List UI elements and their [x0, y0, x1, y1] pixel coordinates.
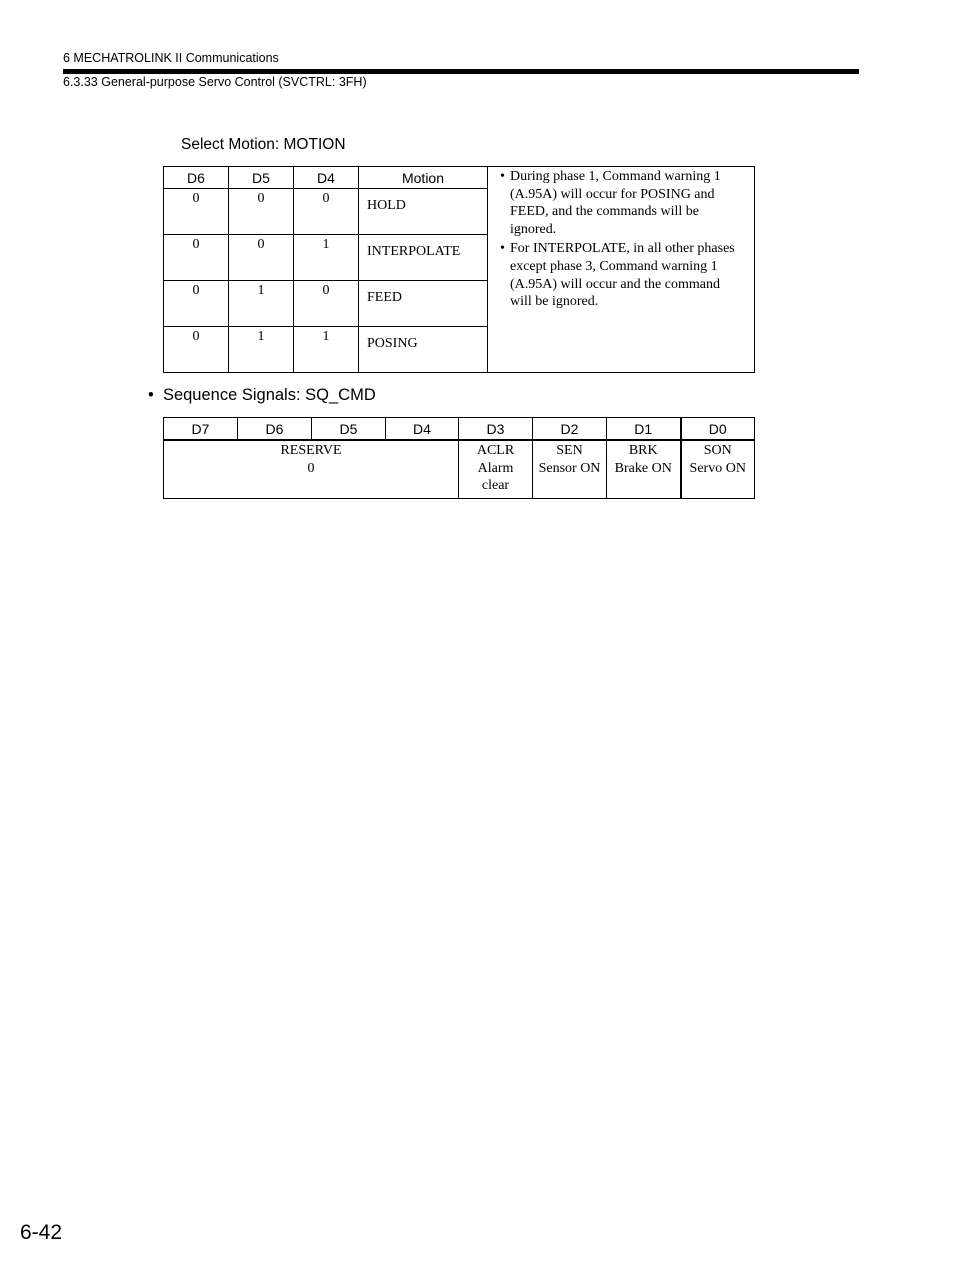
- cell-d5: 0: [229, 189, 294, 235]
- page-number: 6-42: [20, 1221, 63, 1244]
- col-header-d5: D5: [312, 418, 386, 441]
- cell-sen: [533, 440, 607, 499]
- signal-code: SON: [703, 443, 732, 458]
- running-head-section: 6.3.33 General-purpose Servo Control (SVCTRL: 3FH): [63, 75, 367, 89]
- motion-table: [163, 166, 755, 373]
- cell-d6: 0: [164, 281, 229, 327]
- col-header-d5: D5: [229, 167, 294, 189]
- reserve-label: RESERVE: [280, 443, 342, 458]
- cell-motion: POSING: [359, 327, 488, 373]
- reserve-value: 0: [307, 460, 315, 476]
- cell-reserve: [164, 440, 459, 499]
- signal-desc: Servo ON: [689, 460, 746, 476]
- signal-desc: Alarm: [477, 460, 514, 476]
- cell-brk: [607, 440, 681, 499]
- cell-d6: 0: [164, 189, 229, 235]
- cell-d4: 1: [294, 327, 359, 373]
- cell-motion: FEED: [359, 281, 488, 327]
- sequence-caption-text: Sequence Signals: SQ_CMD: [162, 386, 376, 404]
- signal-desc: Sensor ON: [538, 460, 601, 476]
- header-rule: [63, 69, 859, 74]
- signal-code: ACLR: [476, 443, 515, 458]
- sequence-table: [163, 417, 755, 499]
- note-bullet: •: [500, 169, 505, 184]
- col-header-d3: D3: [459, 418, 533, 441]
- col-header-d7: D7: [164, 418, 238, 441]
- cell-d6: 0: [164, 235, 229, 281]
- note-item: [500, 168, 744, 238]
- cell-aclr: [459, 440, 533, 499]
- signal-desc: clear: [481, 478, 510, 494]
- col-header-d6: D6: [238, 418, 312, 441]
- cell-d5: 1: [229, 327, 294, 373]
- note-text: During phase 1, Command warning 1 (A.95A) will occur for POSING and FEED, and the commands will be ignored.: [510, 169, 721, 237]
- cell-d5: 1: [229, 281, 294, 327]
- running-head-chapter: 6 MECHATROLINK II Communications: [63, 51, 279, 65]
- col-header-d2: D2: [533, 418, 607, 441]
- col-header-d6: D6: [164, 167, 229, 189]
- col-header-d4: D4: [386, 418, 459, 441]
- col-header-motion: Motion: [359, 167, 488, 189]
- motion-notes: [488, 167, 755, 373]
- signal-desc: Brake ON: [614, 460, 672, 476]
- signal-code: BRK: [628, 443, 658, 458]
- cell-motion: INTERPOLATE: [359, 235, 488, 281]
- col-header-d0: D0: [681, 418, 755, 441]
- table-row: [164, 440, 755, 499]
- sequence-caption: [148, 386, 376, 405]
- cell-d4: 1: [294, 235, 359, 281]
- note-item: [500, 240, 744, 310]
- cell-d6: 0: [164, 327, 229, 373]
- cell-d4: 0: [294, 189, 359, 235]
- cell-motion: HOLD: [359, 189, 488, 235]
- sequence-bullet: •: [148, 386, 154, 404]
- signal-code: SEN: [556, 443, 583, 458]
- col-header-d4: D4: [294, 167, 359, 189]
- motion-caption: Select Motion: MOTION: [181, 136, 346, 153]
- cell-d4: 0: [294, 281, 359, 327]
- note-bullet: •: [500, 241, 505, 257]
- note-text: For INTERPOLATE, in all other phases except phase 3, Command warning 1 (A.95A) will occur and the command will be ignored.: [510, 241, 735, 310]
- col-header-d1: D1: [607, 418, 681, 441]
- cell-son: [681, 440, 755, 499]
- cell-d5: 0: [229, 235, 294, 281]
